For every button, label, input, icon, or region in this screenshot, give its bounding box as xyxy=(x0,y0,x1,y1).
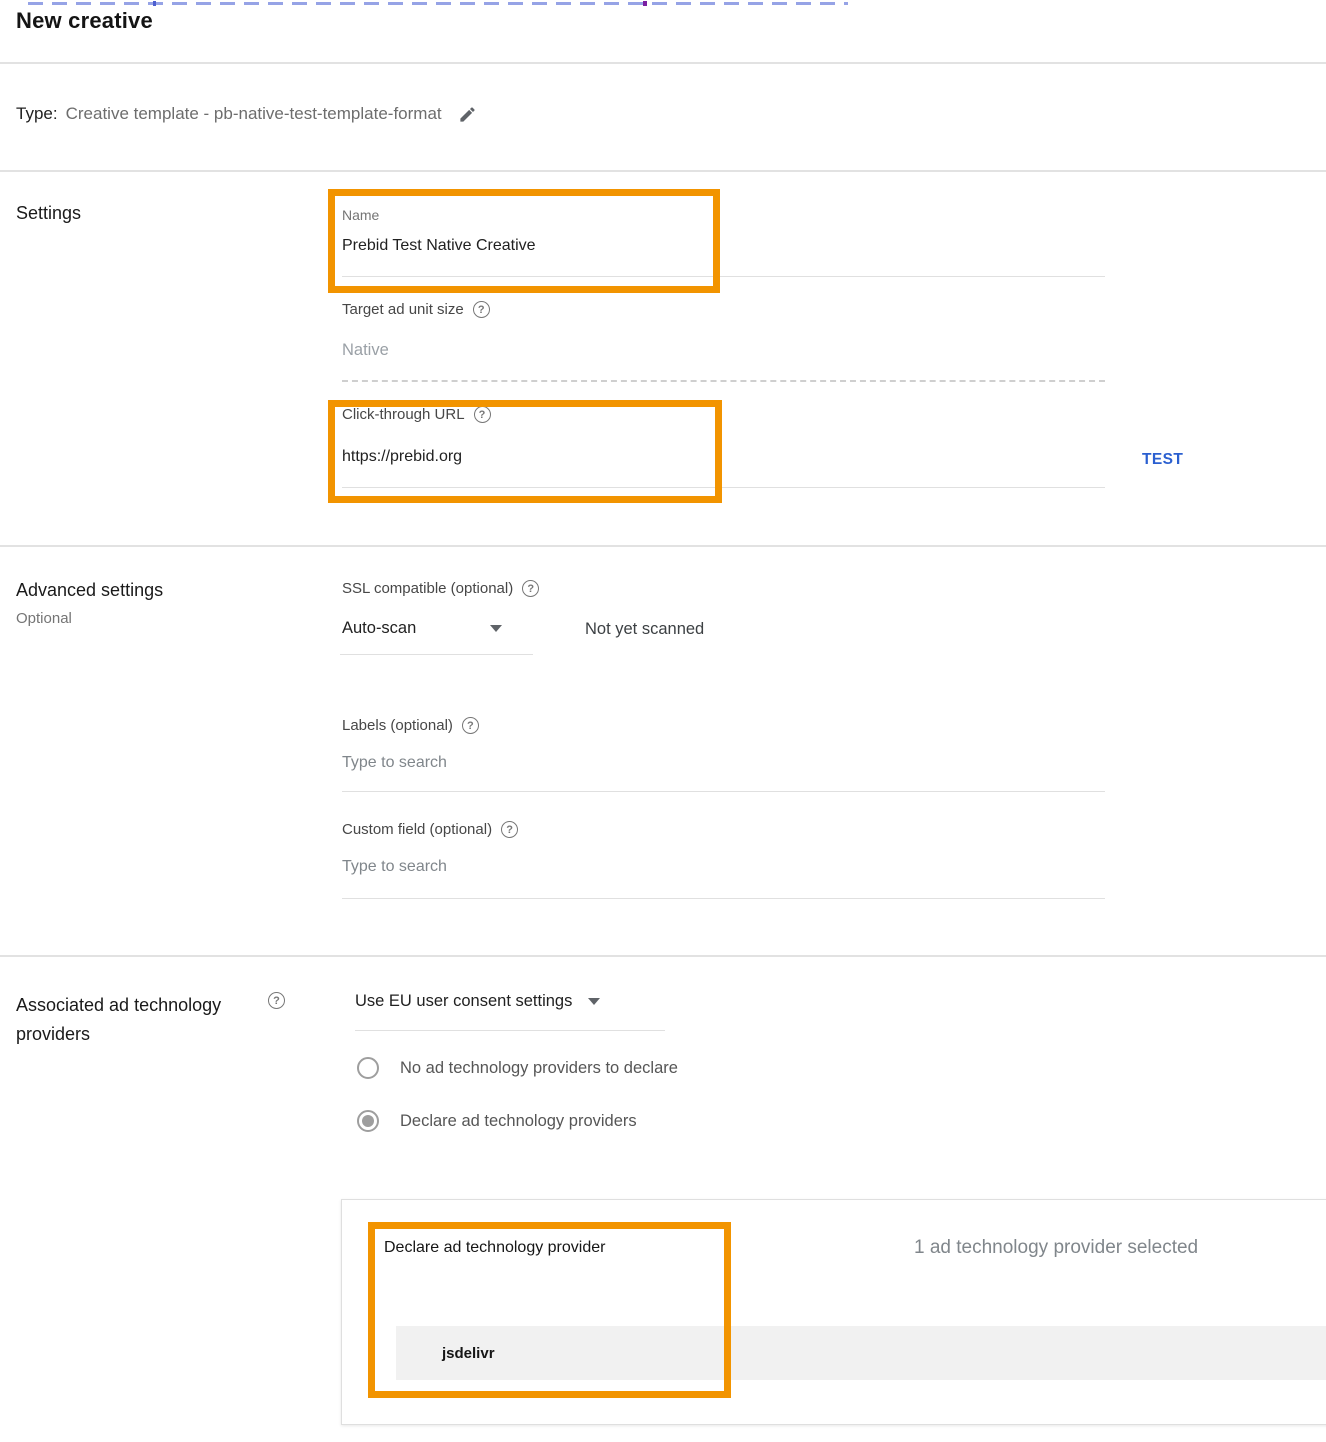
provider-selected-summary: 1 ad technology provider selected xyxy=(914,1237,1199,1258)
help-icon[interactable]: ? xyxy=(522,580,539,597)
click-url-underline xyxy=(342,487,1105,488)
chevron-down-icon xyxy=(588,998,600,1005)
help-icon[interactable]: ? xyxy=(501,821,518,838)
help-icon[interactable]: ? xyxy=(474,406,491,423)
page-title: New creative xyxy=(16,8,153,33)
creative-type-row xyxy=(16,104,477,124)
name-input[interactable] xyxy=(342,237,1042,255)
ssl-scan-status: Not yet scanned xyxy=(585,620,705,638)
divider xyxy=(0,62,1326,64)
divider xyxy=(0,170,1326,172)
test-url-button[interactable]: TEST xyxy=(1142,451,1184,468)
providers-section-label: Associated ad technology providers xyxy=(16,995,222,1044)
target-size-label-text: Target ad unit size xyxy=(342,301,464,318)
labels-field-label xyxy=(342,717,479,734)
ssl-label xyxy=(342,580,539,597)
radio-selected-dot xyxy=(362,1115,374,1127)
radio-declare-providers[interactable] xyxy=(357,1110,379,1132)
breadcrumb-clipped xyxy=(28,1,858,6)
labels-search-input[interactable] xyxy=(342,754,1042,772)
name-field-label: Name xyxy=(342,207,380,223)
target-size-value: Native xyxy=(342,341,389,359)
custom-field-label-text: Custom field (optional) xyxy=(342,821,493,838)
ssl-dropdown-value: Auto-scan xyxy=(342,619,417,637)
radio-no-providers[interactable] xyxy=(357,1057,379,1079)
divider xyxy=(0,955,1326,957)
provider-name: jsdelivr xyxy=(442,1344,495,1362)
click-url-input[interactable] xyxy=(342,448,1042,466)
custom-field-underline xyxy=(342,898,1105,899)
help-icon[interactable]: ? xyxy=(473,301,490,318)
ssl-label-text: SSL compatible (optional) xyxy=(342,580,514,597)
provider-row-jsdelivr[interactable] xyxy=(396,1326,1326,1380)
labels-field-underline xyxy=(342,791,1105,792)
target-size-label xyxy=(342,301,490,318)
click-url-label-text: Click-through URL xyxy=(342,406,465,423)
breadcrumb-descender-visited xyxy=(643,1,647,6)
radio-declare-providers-label[interactable]: Declare ad technology providers xyxy=(400,1112,637,1130)
advanced-section-note: Optional xyxy=(16,610,72,627)
type-value: Creative template - pb-native-test-template-format xyxy=(65,104,442,123)
chevron-down-icon xyxy=(490,625,502,632)
target-size-underline xyxy=(342,380,1105,382)
radio-no-providers-label[interactable]: No ad technology providers to declare xyxy=(400,1059,678,1077)
ssl-dropdown[interactable] xyxy=(342,619,502,638)
custom-field-search-input[interactable] xyxy=(342,858,1042,876)
divider xyxy=(0,545,1326,547)
settings-section-label: Settings xyxy=(16,203,82,223)
eu-consent-underline xyxy=(355,1030,665,1031)
ssl-dropdown-underline xyxy=(340,654,533,655)
eu-consent-dropdown-value: Use EU user consent settings xyxy=(355,992,573,1010)
type-label: Type: xyxy=(16,104,58,123)
custom-field-label xyxy=(342,821,518,838)
provider-declaration-card xyxy=(341,1199,1326,1425)
breadcrumb-descender xyxy=(153,1,156,6)
labels-field-label-text: Labels (optional) xyxy=(342,717,453,734)
name-field-underline xyxy=(342,276,1105,277)
click-url-label xyxy=(342,406,491,423)
advanced-section-label: Advanced settings xyxy=(16,580,164,600)
eu-consent-dropdown[interactable] xyxy=(355,992,600,1011)
help-icon[interactable]: ? xyxy=(268,992,285,1009)
breadcrumb-text-remnant xyxy=(28,2,848,5)
edit-pencil-icon[interactable] xyxy=(458,105,477,124)
provider-card-title: Declare ad technology provider xyxy=(384,1239,606,1256)
help-icon[interactable]: ? xyxy=(462,717,479,734)
